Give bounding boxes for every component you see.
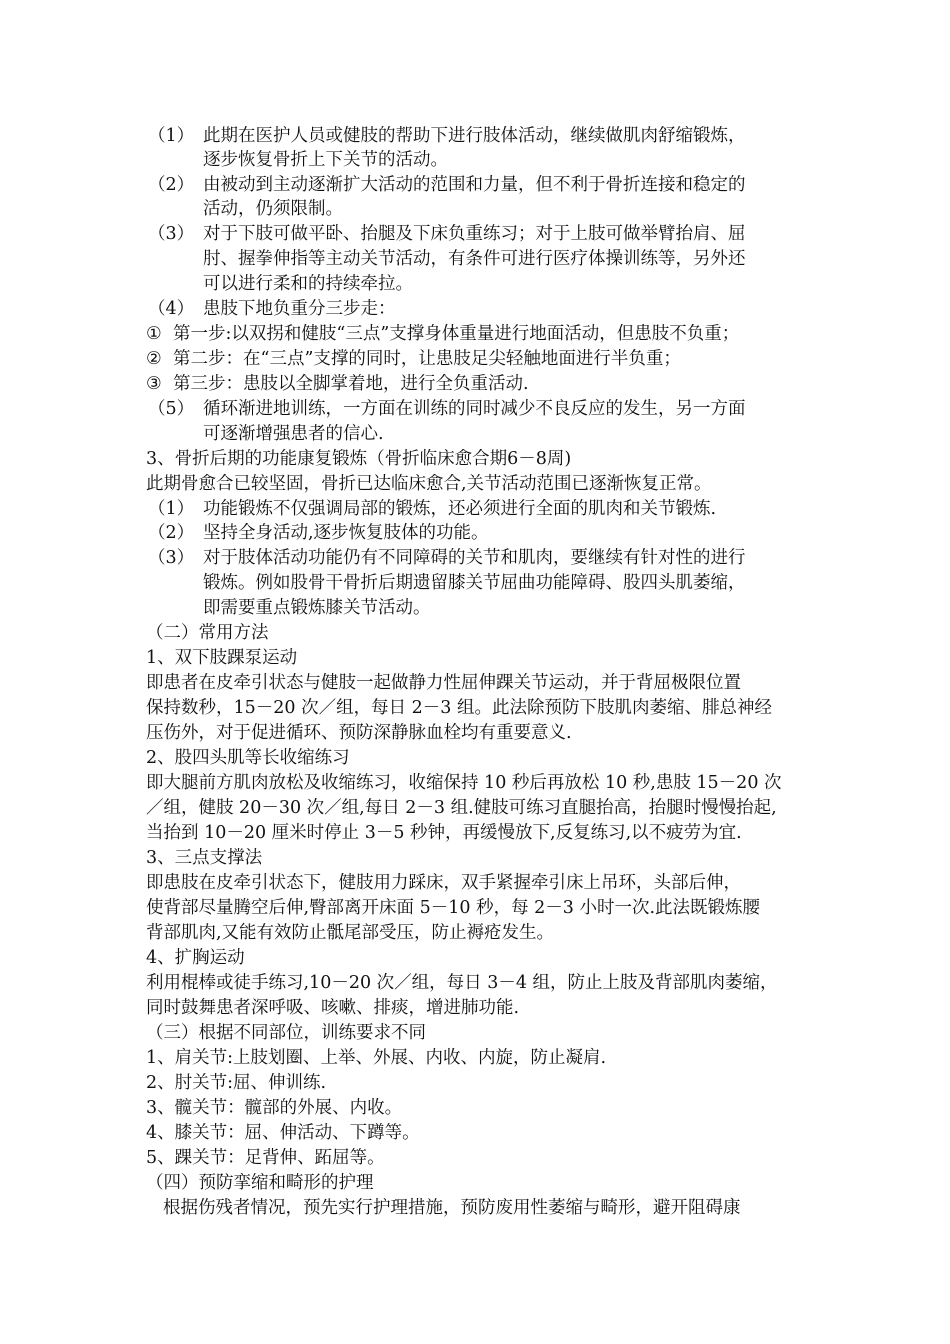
subsection-heading — [146, 846, 262, 870]
paragraph-line — [146, 671, 741, 695]
line-text: 肘、握拳伸指等主动关节活动，有条件可进行医疗体操训练等，另外还 — [203, 249, 746, 269]
line-text: 背部肌肉,又能有效防止骶尾部受压，防止褥疮发生。 — [146, 923, 555, 943]
list-item-continuation — [203, 596, 431, 620]
step-marker: ③ — [146, 374, 162, 394]
paragraph-line — [146, 472, 712, 496]
line-text: 第三步：患肢以全脚掌着地，进行全负重活动. — [173, 374, 529, 394]
list-marker: （1） — [148, 126, 195, 146]
paragraph-line — [146, 1071, 326, 1095]
list-item — [148, 173, 746, 197]
line-text: 患肢下地负重分三步走： — [203, 299, 396, 319]
line-text: 对于下肢可做平卧、抬腿及下床负重练习；对于上肢可做举臂抬肩、屈 — [203, 224, 746, 244]
paragraph-line — [146, 1146, 385, 1170]
line-text: 活动，仍须限制。 — [203, 199, 343, 219]
list-marker: （3） — [148, 224, 195, 244]
paragraph-line — [146, 1096, 402, 1120]
paragraph-line — [146, 1046, 606, 1070]
paragraph-line — [163, 1196, 741, 1220]
line-text: 利用棍棒或徒手练习,10－20 次／组，每日 3－4 组，防止上肢及背部肌肉萎缩， — [146, 973, 778, 993]
line-text: 可以进行柔和的持续牵拉。 — [203, 274, 413, 294]
list-item-continuation — [203, 422, 384, 446]
line-text: 即患者在皮牵引状态与健肢一起做静力性屈伸踝关节运动，并于背屈极限位置 — [146, 673, 741, 693]
paragraph-line — [146, 721, 572, 745]
line-text: 1、肩关节:上肢划圈、上举、外展、内收、内旋，防止凝肩. — [146, 1048, 607, 1068]
list-marker: （1） — [148, 499, 195, 519]
section-heading — [146, 1171, 374, 1195]
step-item — [146, 347, 681, 371]
line-text: 即需要重点锻炼膝关节活动。 — [203, 598, 431, 618]
list-marker: （2） — [148, 175, 195, 195]
line-text: 2、股四头肌等长收缩练习 — [146, 748, 350, 768]
line-text: 由被动到主动逐渐扩大活动的范围和力量，但不利于骨折连接和稳定的 — [203, 175, 746, 195]
list-item — [148, 397, 746, 421]
line-text: 3、三点支撑法 — [146, 848, 263, 868]
list-marker: （4） — [148, 299, 195, 319]
line-text: 使背部尽量腾空后伸,臀部离开床面 5－10 秒，每 2－3 小时一次.此法既锻炼腰 — [146, 898, 761, 918]
paragraph-line — [146, 771, 782, 795]
line-text: 此期骨愈合已较坚固，骨折已达临床愈合,关节活动范围已逐渐恢复正常。 — [146, 474, 712, 494]
line-text: 同时鼓舞患者深呼吸、咳嗽、排痰，增进肺功能. — [146, 998, 520, 1018]
line-text: 4、扩胸运动 — [146, 948, 245, 968]
list-item-continuation — [203, 571, 746, 595]
list-marker: （5） — [148, 399, 195, 419]
line-text: 逐步恢复骨折上下关节的活动。 — [203, 150, 448, 170]
line-text: 此期在医护人员或健肢的帮助下进行肢体活动，继续做肌肉舒缩锻炼， — [203, 126, 746, 146]
step-item — [146, 322, 739, 346]
step-item — [146, 372, 529, 396]
line-text: （二）常用方法 — [146, 623, 269, 643]
line-text: ／组，健肢 20－30 次／组,每日 2－3 组.健肢可练习直腿抬高，抬腿时慢慢抬起, — [146, 798, 777, 818]
list-item — [148, 222, 746, 246]
list-item-continuation — [203, 148, 448, 172]
list-item — [148, 124, 746, 148]
line-text: 锻炼。例如股骨干骨折后期遗留膝关节屈曲功能障碍、股四头肌萎缩， — [203, 573, 746, 593]
paragraph-line — [146, 821, 742, 845]
line-text: 2、肘关节:屈、伸训练. — [146, 1073, 327, 1093]
paragraph-line — [146, 996, 519, 1020]
line-text: 保持数秒，15－20 次／组，每日 2－3 组。此法除预防下肢肌肉萎缩、腓总神经 — [146, 698, 772, 718]
list-item-continuation — [203, 272, 413, 296]
subsection-heading — [146, 946, 245, 970]
list-item — [148, 546, 746, 570]
line-text: 当抬到 10－20 厘米时停止 3－5 秒钟，再缓慢放下,反复练习,以不疲劳为宜. — [146, 823, 742, 843]
list-item — [148, 521, 489, 545]
line-text: 3、髋关节：髋部的外展、内收。 — [146, 1098, 403, 1118]
list-marker: （3） — [148, 548, 195, 568]
subsection-heading — [146, 746, 350, 770]
line-text: （三）根据不同部位，训练要求不同 — [146, 1023, 426, 1043]
list-item — [148, 297, 396, 321]
step-marker: ① — [146, 324, 162, 344]
line-text: 即大腿前方肌肉放松及收缩练习，收缩保持 10 秒后再放松 10 秒,患肢 15－20 次 — [146, 773, 782, 793]
section-heading — [146, 1021, 426, 1045]
line-text: 3、骨折后期的功能康复锻炼（骨折临床愈合期6－8周) — [146, 449, 572, 469]
line-text: 根据伤残者情况，预先实行护理措施，预防废用性萎缩与畸形，避开阻碍康 — [163, 1198, 741, 1218]
line-text: （四）预防挛缩和畸形的护理 — [146, 1173, 374, 1193]
line-text: 压伤外，对于促进循环、预防深静脉血栓均有重要意义. — [146, 723, 572, 743]
step-marker: ② — [146, 349, 162, 369]
paragraph-line — [146, 971, 778, 995]
list-item — [148, 497, 716, 521]
line-text: 功能锻炼不仅强调局部的锻炼，还必须进行全面的肌肉和关节锻炼. — [203, 499, 717, 519]
section-heading — [146, 621, 269, 645]
paragraph-line — [146, 871, 741, 895]
list-marker: （2） — [148, 523, 195, 543]
paragraph-line — [146, 796, 777, 820]
paragraph-line — [146, 696, 772, 720]
line-text: 5、踝关节：足背伸、跖屈等。 — [146, 1148, 385, 1168]
line-text: 第二步：在“三点”支撑的同时，让患肢足尖轻触地面进行半负重； — [173, 349, 681, 369]
list-item-continuation — [203, 197, 343, 221]
list-item-continuation — [203, 247, 746, 271]
paragraph-line — [146, 896, 760, 920]
line-text: 1、双下肢踝泵运动 — [146, 648, 298, 668]
section-heading — [146, 447, 571, 471]
line-text: 对于肢体活动功能仍有不同障碍的关节和肌肉，要继续有针对性的进行 — [203, 548, 746, 568]
paragraph-line — [146, 921, 554, 945]
paragraph-line — [146, 1121, 420, 1145]
line-text: 即患肢在皮牵引状态下，健肢用力踩床，双手紧握牵引床上吊环，头部后伸， — [146, 873, 741, 893]
line-text: 坚持全身活动,逐步恢复肢体的功能。 — [203, 523, 489, 543]
line-text: 循环渐进地训练，一方面在训练的同时减少不良反应的发生，另一方面 — [203, 399, 746, 419]
line-text: 4、膝关节：屈、伸活动、下蹲等。 — [146, 1123, 420, 1143]
line-text: 第一步:以双拐和健肢“三点”支撑身体重量进行地面活动，但患肢不负重； — [173, 324, 740, 344]
subsection-heading — [146, 646, 297, 670]
line-text: 可逐渐增强患者的信心. — [203, 424, 384, 444]
